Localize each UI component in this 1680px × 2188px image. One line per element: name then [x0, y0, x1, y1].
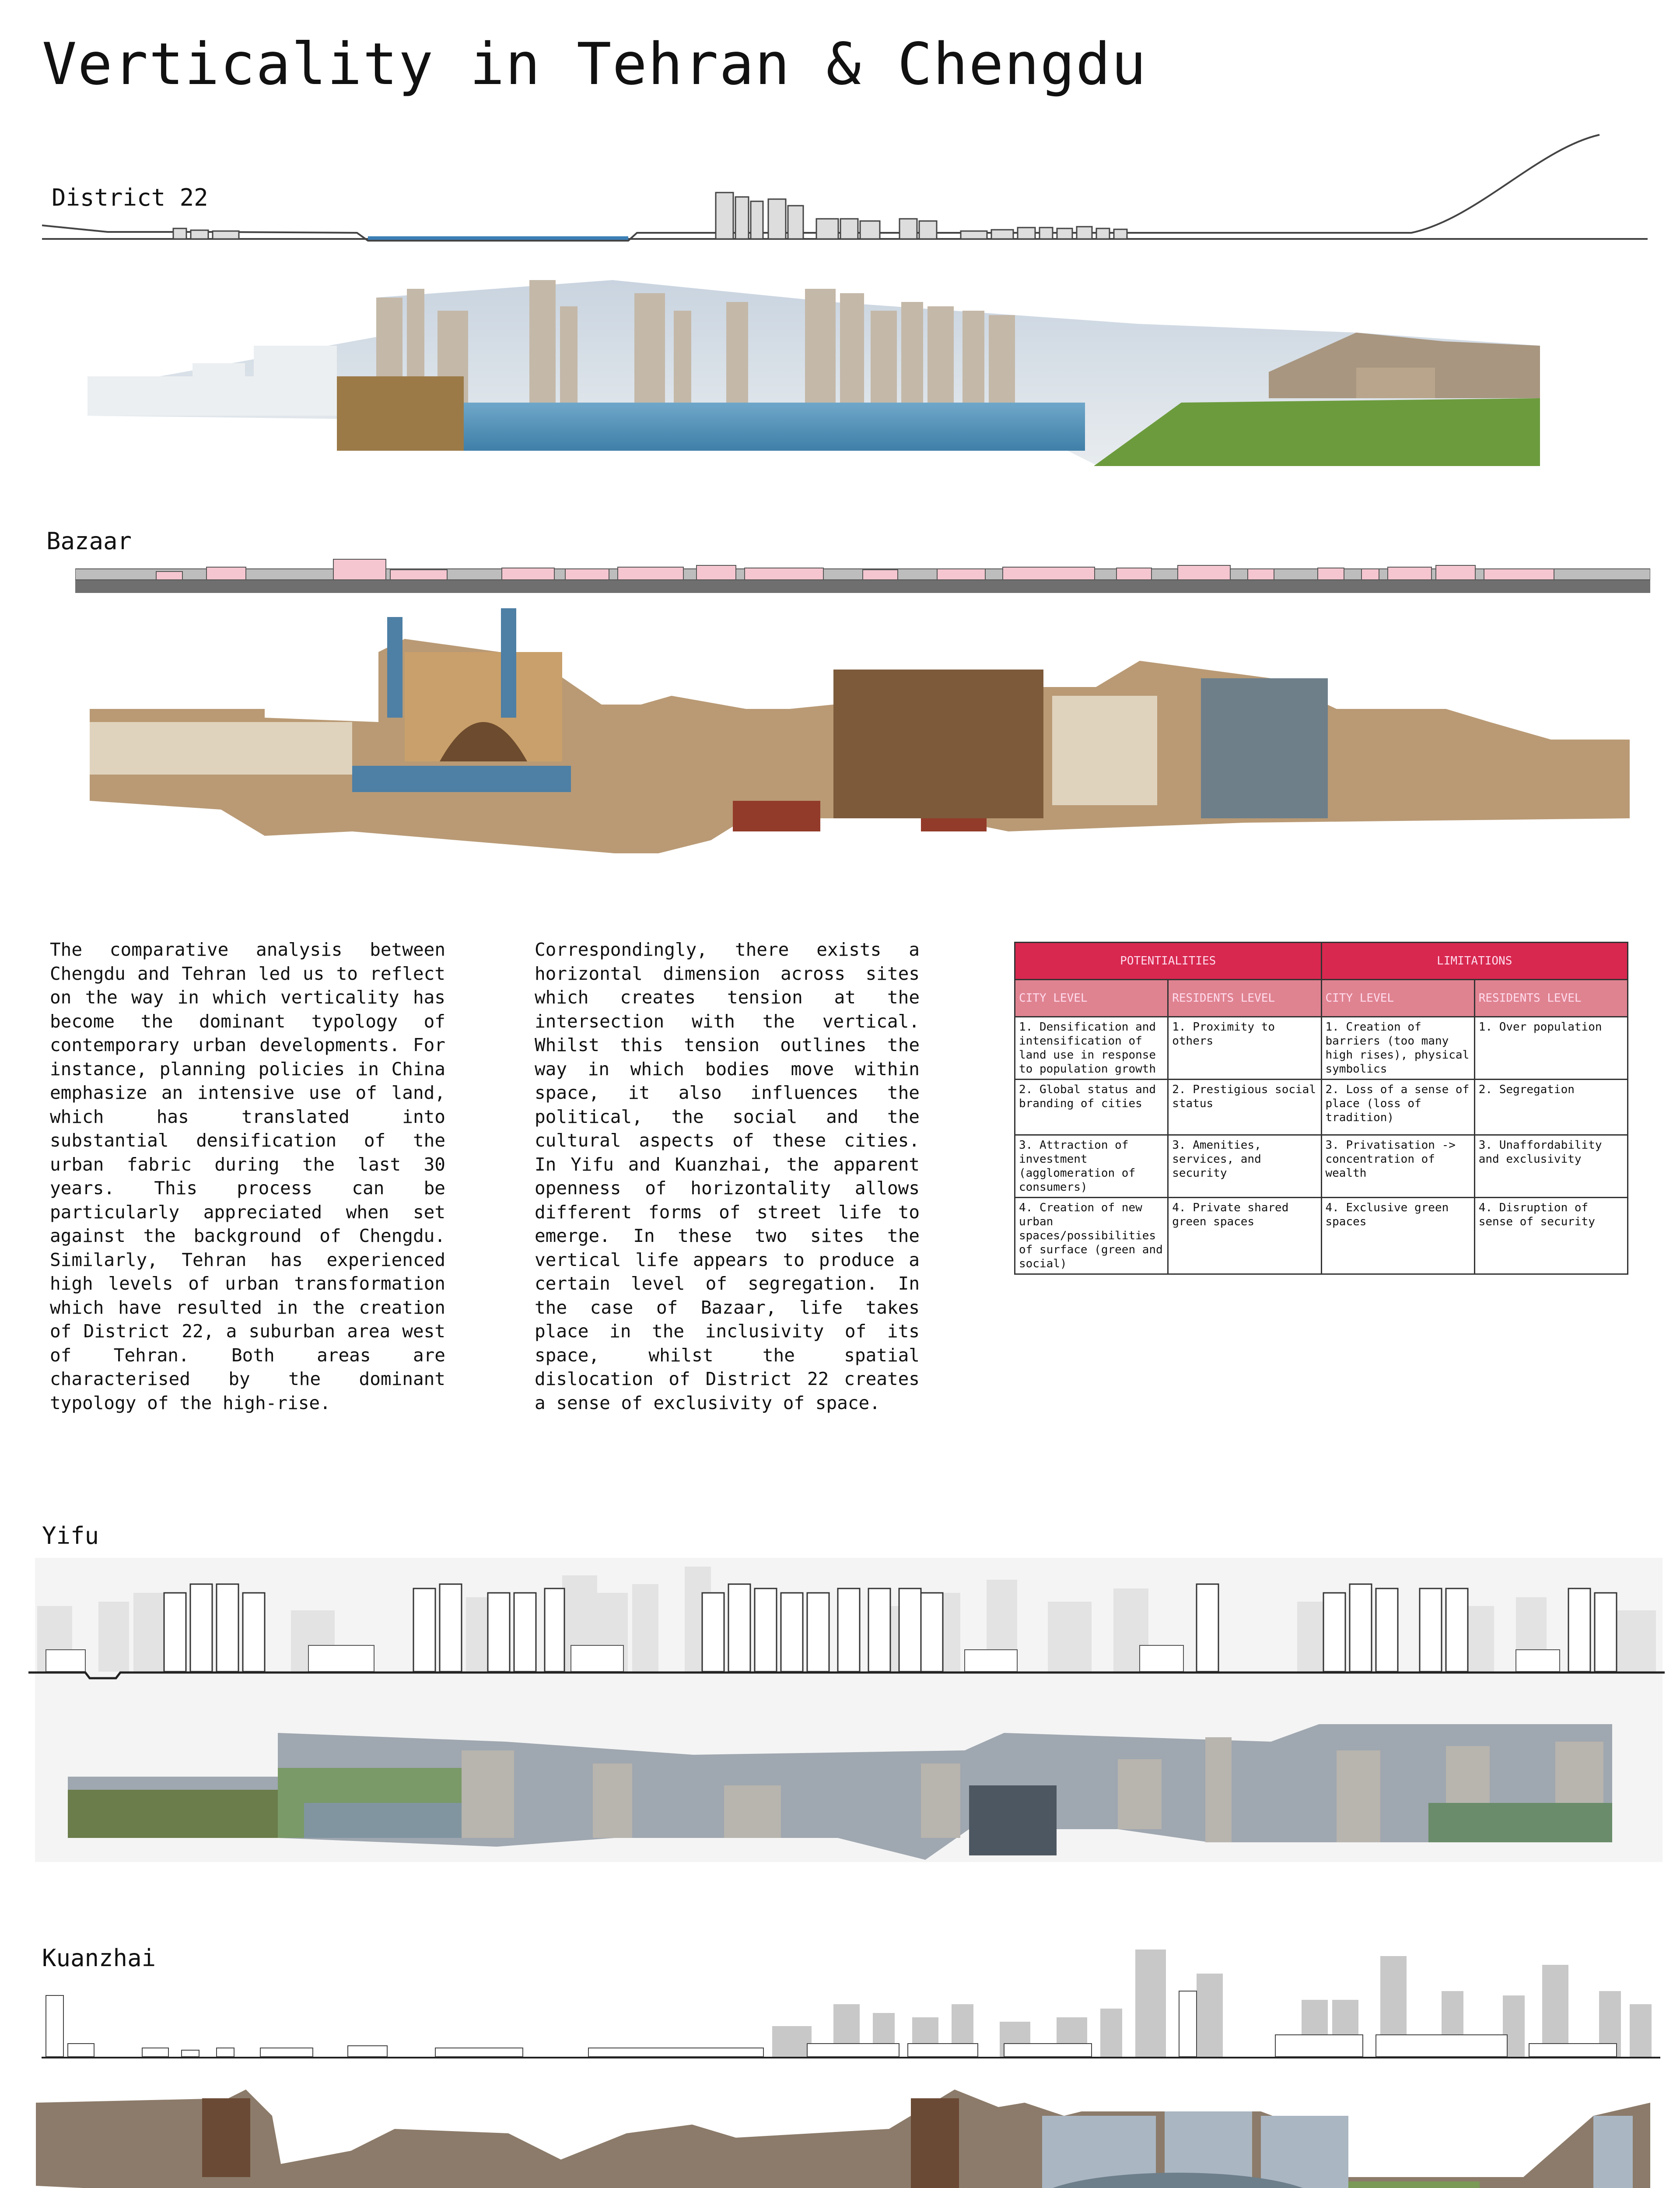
table-cell: 4. Private shared green spaces — [1168, 1198, 1321, 1274]
district22-panorama — [88, 271, 1540, 466]
table-cell: 2. Loss of a sense of place (loss of tradition) — [1321, 1080, 1474, 1135]
table-row — [1015, 1135, 1628, 1198]
table-cell: 4. Exclusive green spaces — [1321, 1198, 1474, 1274]
potentialities-limitations-table — [1014, 942, 1628, 1275]
table-row — [1015, 1017, 1628, 1080]
table-header-limitations: LIMITATIONS — [1321, 943, 1628, 980]
table-cell: 1. Creation of barriers (too many high rises), physical symbolics — [1321, 1017, 1474, 1080]
table-subheader: CITY LEVEL — [1321, 980, 1474, 1017]
yifu-section-drawing — [28, 1558, 1665, 1680]
table-cell: 3. Unaffordability and exclusivity — [1474, 1135, 1628, 1198]
table-row — [1015, 1080, 1628, 1135]
yifu-panorama — [68, 1724, 1612, 1860]
table-cell: 1. Over population — [1474, 1017, 1628, 1080]
table-subheader: CITY LEVEL — [1015, 980, 1168, 1017]
table-cell: 3. Amenities, services, and security — [1168, 1135, 1321, 1198]
section-label-yifu: Yifu — [42, 1522, 99, 1550]
kuanzhai-section-drawing — [42, 1947, 1660, 2070]
table-row — [1015, 1198, 1628, 1274]
table-cell: 2. Prestigious social status — [1168, 1080, 1321, 1135]
section-label-kuanzhai: Kuanzhai — [42, 1944, 156, 1972]
table-cell: 3. Attraction of investment (agglomeration of consumers) — [1015, 1135, 1168, 1198]
table-cell: 3. Privatisation -> concentration of wealth — [1321, 1135, 1474, 1198]
bazaar-panorama — [90, 608, 1630, 871]
table-cell: 1. Proximity to others — [1168, 1017, 1321, 1080]
kuanzhai-panorama — [36, 2090, 1650, 2188]
table-cell: 2. Segregation — [1474, 1080, 1628, 1135]
table-cell: 4. Disruption of sense of security — [1474, 1198, 1628, 1274]
table-header-potentialities: POTENTIALITIES — [1015, 943, 1322, 980]
district22-section-drawing — [42, 131, 1648, 245]
table-subheader: RESIDENTS LEVEL — [1168, 980, 1321, 1017]
paragraph-column-1: The comparative analysis between Chengdu and Tehran led us to reflect on the way in which verticality has become the dominant typology of contemporary urban developments. For instance, planning policies in China emphasize an intensive use of land, which has translated into substantial densification of the urban fabric during the last 30 years. This process can be particularly appreciated when set against the background of Chengdu. Similarly, Tehran has experienced high levels of urban transformation which have resulted in the creation of District 22, a suburban area west of Tehran. Both areas are characterised by the dominant typology of the high-rise. — [50, 939, 445, 1413]
section-label-district22: District 22 — [52, 184, 208, 211]
page-title: Verticality in Tehran & Chengdu — [42, 31, 1147, 98]
table-cell: 4. Creation of new urban spaces/possibilities of surface (green and social) — [1015, 1198, 1168, 1274]
table-cell: 2. Global status and branding of cities — [1015, 1080, 1168, 1135]
section-label-bazaar: Bazaar — [46, 527, 132, 555]
table-subheader: RESIDENTS LEVEL — [1474, 980, 1628, 1017]
bazaar-section-drawing — [75, 556, 1650, 595]
paragraph-column-2: Correspondingly, there exists a horizontal dimension across sites which creates tension at the intersection with the vertical. Whilst this tension outlines the way in which bodies move within space, it also influences the political, the social and the cultural aspects of these cities. In Yifu and Kuanzhai, the apparent openness of horizontality allows different forms of street life to emerge. In these two sites the vertical life appears to produce a certain level of segregation. In the case of Bazaar, life takes place in the inclusivity of its space, whilst the spatial dislocation of District 22 creates a sense of exclusivity of space. — [535, 939, 920, 1413]
table-cell: 1. Densification and intensification of land use in response to population growth — [1015, 1017, 1168, 1080]
